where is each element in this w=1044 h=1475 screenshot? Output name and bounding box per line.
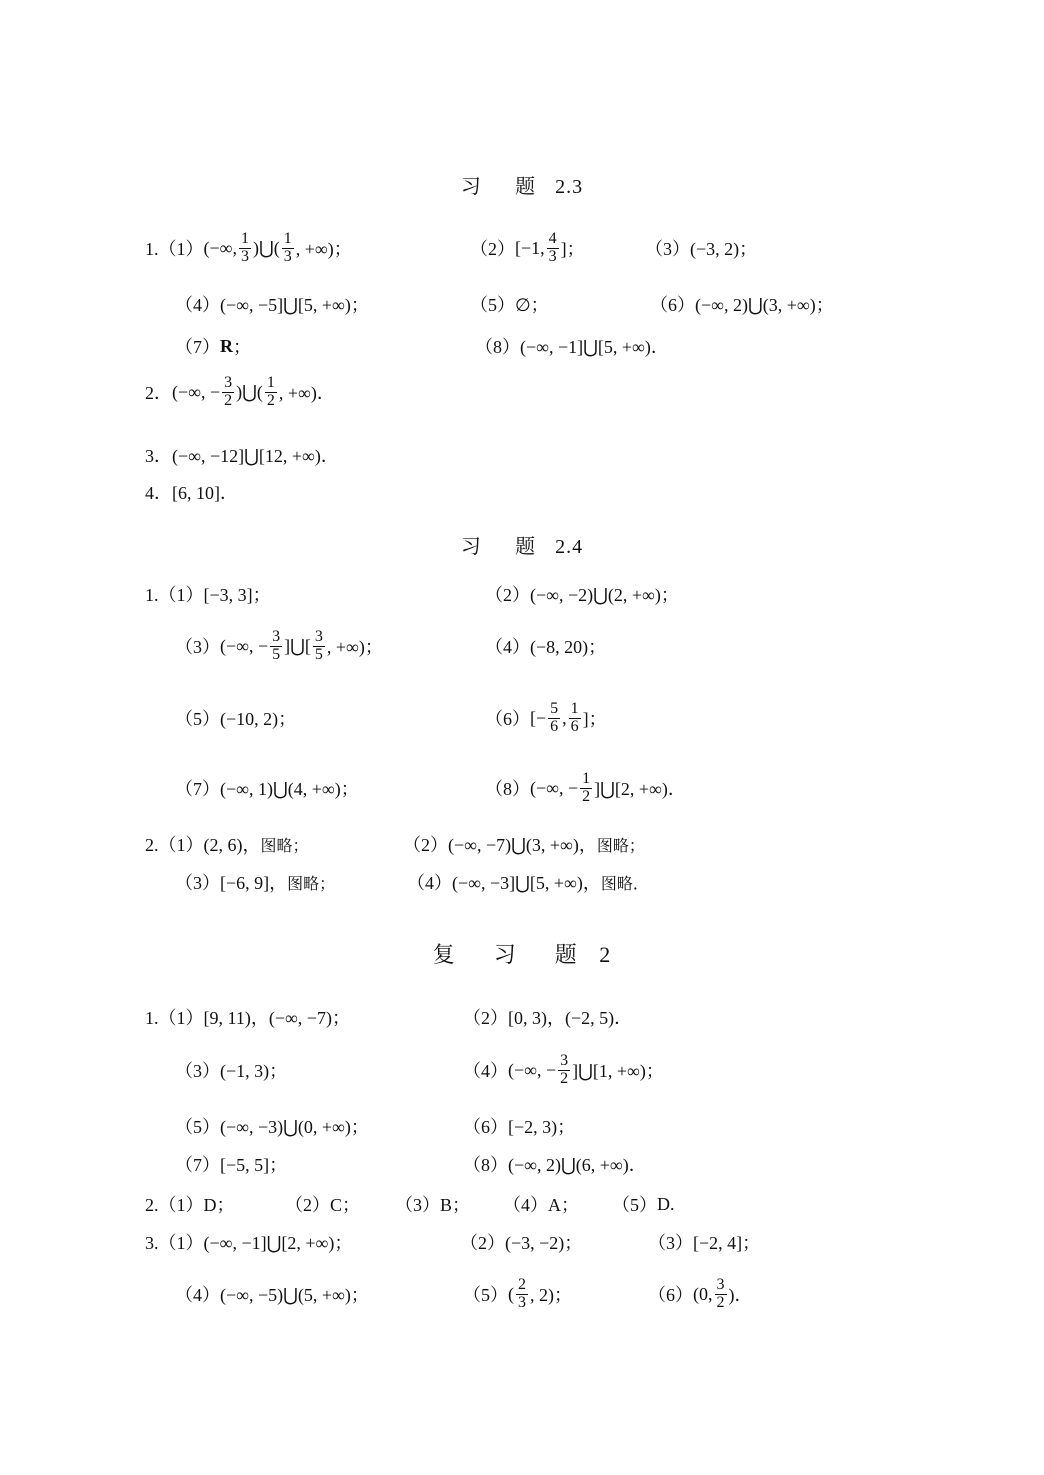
answer-2-4: （4） (−∞, −3]⋃[5, +∞)， 图略．	[407, 873, 649, 893]
section-title-review-2: 复 习 题 2	[432, 942, 612, 968]
answer-3-1: 3.（1） (−∞, −1]⋃[2, +∞)；	[145, 1233, 353, 1253]
answer-row	[0, 462, 900, 522]
answer-1-3: （3） (−1, 3)；	[175, 1061, 288, 1081]
answer-1-4: （4） (−8, 20)；	[485, 637, 607, 657]
answer-2-3: （3） B；	[395, 1195, 471, 1215]
answer-1-1: 1.（1） [9, 11)，(−∞, −7)；	[145, 1008, 350, 1028]
answer-1-3: （3） (−3, 2)；	[645, 239, 758, 259]
answer-1-6: （6） [−2, 3)；	[463, 1117, 576, 1137]
fraction: $\frac{3}{2}$	[560, 1051, 569, 1087]
fraction: $\frac{1}{6}$	[570, 699, 579, 735]
answer-4: 4． [6, 10]．	[145, 483, 238, 503]
answer-row	[0, 218, 900, 278]
answer-1-2: （2） [0, 3)，(−2, 5)．	[463, 1008, 633, 1028]
answer-3-6: （6） (0, $\frac{3}{2}$ )．	[648, 1275, 753, 1311]
fraction: $\frac{5}{6}$	[550, 699, 559, 735]
answer-1-8: （8） (−∞, − $\frac{1}{2}$ ]⋃[2, +∞)．	[485, 769, 686, 805]
answer-3-5: （5） ( $\frac{2}{3}$ , 2)；	[463, 1275, 572, 1311]
answer-row	[0, 616, 900, 676]
answer-1-2: （2） [−1, $\frac{4}{3}$ ]；	[470, 229, 585, 265]
answer-2-2: （2） C；	[285, 1195, 361, 1215]
section-title-2-3: 习 题 2.3	[460, 174, 584, 198]
answer-row	[0, 564, 900, 624]
answer-3-3: （3） [−2, 4]；	[648, 1233, 761, 1253]
answer-2-3: （3） [−6, 9]， 图略；	[175, 873, 336, 893]
fraction: $\frac{3}{2}$	[716, 1275, 725, 1311]
fraction: $\frac{2}{3}$	[518, 1275, 526, 1311]
answer-3-4: （4） (−∞, −5)⋃(5, +∞)；	[175, 1285, 369, 1305]
answer-2-4: （4） A；	[503, 1195, 579, 1215]
answer-2-2: （2） (−∞, −7)⋃(3, +∞)， 图略；	[403, 835, 645, 855]
answer-row	[0, 987, 900, 1047]
fraction: $\frac{1}{2}$	[266, 373, 275, 409]
answer-2: 2． (−∞, − $\frac{3}{2}$ )⋃( $\frac{1}{2}$ , +∞)．	[145, 373, 335, 409]
answer-2-1: 2.（1） (2, 6)， 图略；	[145, 835, 309, 855]
answer-3: 3． (−∞, −12]⋃[12, +∞)．	[145, 446, 339, 466]
answer-1-8: （8） (−∞, −1]⋃[5, +∞)．	[475, 337, 669, 357]
answer-1-7: （7） R ；	[175, 335, 251, 357]
answer-row	[0, 1212, 900, 1272]
answer-2-5: （5） D.	[612, 1193, 675, 1215]
fraction: $\frac{4}{3}$	[548, 229, 557, 265]
answer-1-6: （6） [− $\frac{5}{6}$ , $\frac{1}{6}$ ]；	[485, 699, 607, 735]
answer-row	[0, 1040, 900, 1100]
fraction: $\frac{1}{3}$	[283, 229, 292, 265]
answer-1-7: （7） (−∞, 1)⋃(4, +∞)；	[175, 779, 359, 799]
fraction: $\frac{1}{3}$	[240, 229, 249, 265]
answer-1-5: （5） (−10, 2)；	[175, 709, 297, 729]
answer-1-3: （3） (−∞, − $\frac{3}{5}$ ]⋃[ $\frac{3}{5}$ , +∞)；	[175, 627, 383, 663]
fraction: $\frac{3}{5}$	[272, 627, 281, 663]
answer-1-5: （5） (−∞, −3)⋃(0, +∞)；	[175, 1117, 369, 1137]
section-title-2-4: 习 题 2.4	[460, 534, 584, 558]
answer-1-1: 1.（1） [−3, 3]；	[145, 585, 271, 605]
fraction: $\frac{1}{2}$	[582, 769, 591, 805]
answer-1-2: （2） (−∞, −2)⋃(2, +∞)；	[485, 585, 679, 605]
answer-1-4: （4） (−∞, − $\frac{3}{2}$ ]⋃[1, +∞)；	[463, 1051, 664, 1087]
answer-1-7: （7） [−5, 5]；	[175, 1155, 288, 1175]
fraction: $\frac{3}{2}$	[224, 373, 233, 409]
answer-1-1: 1.（1） (−∞, $\frac{1}{3}$ )⋃( $\frac{1}{3}$ , +∞)；	[145, 229, 352, 265]
answer-1-4: （4） (−∞, −5]⋃[5, +∞)；	[175, 295, 369, 315]
fraction: $\frac{3}{5}$	[314, 627, 323, 663]
answer-row	[0, 688, 900, 748]
answer-row	[0, 1264, 900, 1324]
answer-2-1: 2.（1） D；	[145, 1195, 235, 1215]
answer-1-8: （8） (−∞, 2)⋃(6, +∞)．	[463, 1155, 647, 1175]
answer-row	[0, 362, 900, 422]
answer-row	[0, 852, 900, 912]
answer-1-5: （5） ∅；	[470, 295, 549, 315]
answer-1-6: （6） (−∞, 2)⋃(3, +∞)；	[650, 295, 834, 315]
answer-3-2: （2） (−3, −2)；	[460, 1233, 583, 1253]
answer-row	[0, 758, 900, 818]
